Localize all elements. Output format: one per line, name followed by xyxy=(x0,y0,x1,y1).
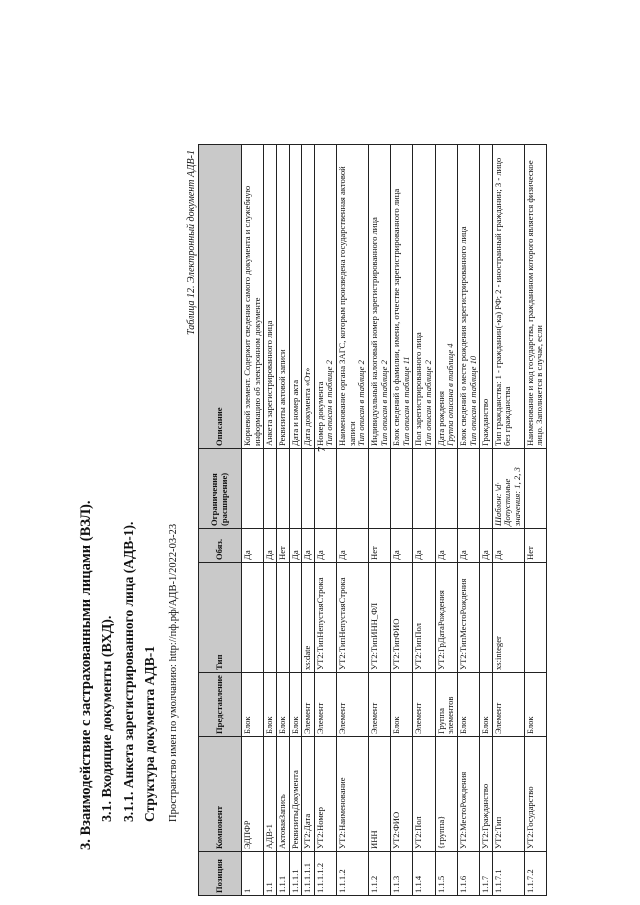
cell-description xyxy=(413,145,435,449)
cell-representation: Элемент xyxy=(302,673,315,737)
column-header: Описание xyxy=(199,145,242,449)
table-row xyxy=(264,145,277,896)
cell-type: УТ2:ТипМестоРождения xyxy=(457,563,479,673)
cell-required: Да xyxy=(492,529,524,563)
cell-required: Да xyxy=(337,529,369,563)
cell-component: УТ2:Гражданство xyxy=(480,737,493,852)
cell-required: Да xyxy=(457,529,479,563)
cell-position: 1.1.6 xyxy=(457,852,479,896)
cell-type: УТ2:ТипНепустаяСтрока xyxy=(314,563,336,673)
column-header: Компонент xyxy=(199,737,242,852)
cell-required: Да xyxy=(314,529,336,563)
cell-restrictions xyxy=(480,449,493,529)
description-type-note: Тип описан в таблице 11 xyxy=(400,356,411,446)
table-row xyxy=(302,145,315,896)
cell-required: Да xyxy=(391,529,413,563)
description-text: Корневой элемент. Содержит сведения самого документа и служебную информацию об электронном документе xyxy=(242,185,262,446)
cell-required: Да xyxy=(302,529,315,563)
structure-heading: Структура документа АДВ-1 xyxy=(142,646,157,822)
cell-description xyxy=(337,145,369,449)
table-caption: Таблица 12. Электронный документ АДВ-1 xyxy=(186,150,197,335)
cell-component: УТ2:ФИО xyxy=(391,737,413,852)
column-header: Позиция xyxy=(199,852,242,896)
cell-component: УТ2:Тип xyxy=(492,737,524,852)
section-heading-3: 3. Взаимодействие с застрахованными лицами (ВЗЛ). xyxy=(78,500,94,850)
description-text: Наименование и код государства, гражданином которого является физическое лицо. Заполняется в случае, если xyxy=(524,160,545,446)
cell-restrictions xyxy=(391,449,413,529)
description-text: Тип гражданства: 1 - гражданин(-ка) РФ; 2 - иностранный гражданин; 3 - лицо без гражданства xyxy=(492,157,513,446)
cell-restrictions: Шаблон: \d· Допустимые значения: 1, 2, 3 xyxy=(492,449,524,529)
namespace-line: Пространство имен по умолчанию: http://пф.рф/АДВ-1/2022-03-23 xyxy=(168,523,179,822)
description-text: Анкета зарегистрированного лица xyxy=(264,320,275,446)
cell-representation: Блок xyxy=(264,673,277,737)
column-header: Обяз. xyxy=(199,529,242,563)
cell-position: 1.1.1.1.1 xyxy=(302,852,315,896)
cell-representation: Элемент xyxy=(314,673,336,737)
cell-required: Да xyxy=(435,529,457,563)
cell-required: Да xyxy=(480,529,493,563)
column-header: Тип xyxy=(199,563,242,673)
cell-representation: Блок xyxy=(524,673,546,737)
cell-position: 1.1.7 xyxy=(480,852,493,896)
cell-required: Да xyxy=(242,529,264,563)
cell-type: УТ2:ТипИНН_ФЛ xyxy=(368,563,390,673)
cell-component: АДВ-1 xyxy=(264,737,277,852)
cell-type: xs:integer xyxy=(492,563,524,673)
description-type-note: Тип описан в таблице 2 xyxy=(324,360,335,446)
page-number: 7 xyxy=(316,446,328,452)
description-text: Пол зарегистрированного лица xyxy=(413,332,424,446)
cell-description xyxy=(264,145,277,449)
cell-representation: Элемент xyxy=(368,673,390,737)
description-text: Номер документа xyxy=(314,381,325,446)
table-row xyxy=(276,145,289,896)
description-text: Дата рождения xyxy=(435,391,446,446)
cell-restrictions xyxy=(302,449,315,529)
cell-component: РеквизитыДокумента xyxy=(289,737,302,852)
description-type-note: Тип описан в таблице 2 xyxy=(423,360,433,446)
cell-representation: Элемент xyxy=(492,673,524,737)
cell-representation: Блок xyxy=(242,673,264,737)
cell-restrictions xyxy=(368,449,390,529)
cell-required: Да xyxy=(264,529,277,563)
column-header: Представление xyxy=(199,673,242,737)
cell-component: ЭДПФР xyxy=(242,737,264,852)
cell-representation: Элемент xyxy=(337,673,369,737)
cell-component: УТ2:МестоРождения xyxy=(457,737,479,852)
description-text: Гражданство xyxy=(480,398,491,446)
description-text: Наименование органа ЗАГС, которым произведена государственная актовой записи xyxy=(337,166,357,446)
cell-required: Да xyxy=(289,529,302,563)
cell-type: УТ2:ТипФИО xyxy=(391,563,413,673)
table-row xyxy=(457,145,479,896)
cell-representation: Блок xyxy=(391,673,413,737)
cell-position: 1.1 xyxy=(264,852,277,896)
table-row xyxy=(314,145,336,896)
cell-restrictions xyxy=(435,449,457,529)
cell-type xyxy=(242,563,264,673)
table-row xyxy=(368,145,390,896)
cell-component: УТ2:Наименование xyxy=(337,737,369,852)
table-header-row xyxy=(199,145,242,896)
cell-required: Нет xyxy=(524,529,546,563)
cell-required: Нет xyxy=(368,529,390,563)
section-heading-3-1-1: 3.1.1. Анкета зарегистрированного лица (АДВ-1). xyxy=(121,521,136,822)
cell-representation: Блок xyxy=(457,673,479,737)
cell-type xyxy=(524,563,546,673)
cell-description xyxy=(314,145,336,449)
cell-description xyxy=(391,145,413,449)
column-header: Ограничения (расширение) xyxy=(199,449,242,529)
cell-component: УТ2:Пол xyxy=(413,737,435,852)
cell-description xyxy=(524,145,546,449)
cell-type xyxy=(264,563,277,673)
cell-component: ИНН xyxy=(368,737,390,852)
cell-component: {группа} xyxy=(435,737,457,852)
cell-type: xs:date xyxy=(302,563,315,673)
cell-restrictions xyxy=(264,449,277,529)
cell-component: АктоваяЗапись xyxy=(276,737,289,852)
table-row xyxy=(242,145,264,896)
description-type-note: Тип описан в таблице 2 xyxy=(378,360,389,446)
description-type-note: Группа описана в таблице 4 xyxy=(445,343,456,446)
description-text: Реквизиты актовой записи xyxy=(276,349,287,446)
cell-type xyxy=(276,563,289,673)
cell-type xyxy=(480,563,493,673)
cell-position: 1.1.7.1 xyxy=(492,852,524,896)
description-text: Дата документа «От» xyxy=(302,367,313,446)
cell-position: 1.1.1.1 xyxy=(289,852,302,896)
cell-description xyxy=(492,145,524,449)
description-text: Блок сведений о месте рождения зарегистрированного лица xyxy=(457,226,468,446)
table-row xyxy=(524,145,546,896)
cell-representation: Элемент xyxy=(413,673,435,737)
description-text: Индивидуальный налоговый номер зарегистрированного лица xyxy=(368,217,379,446)
cell-position: 1.1.7.2 xyxy=(524,852,546,896)
table-row xyxy=(435,145,457,896)
table-row xyxy=(337,145,369,896)
cell-representation: Блок xyxy=(289,673,302,737)
cell-type: УТ2:ТипНепустаяСтрока xyxy=(337,563,369,673)
table-row xyxy=(492,145,524,896)
cell-type: УТ2:ГрДатаРождения xyxy=(435,563,457,673)
cell-position: 1.1.4 xyxy=(413,852,435,896)
cell-restrictions xyxy=(314,446,336,529)
cell-description xyxy=(276,145,289,449)
cell-description xyxy=(368,145,390,449)
description-text: Дата и номер акта xyxy=(289,379,300,446)
cell-representation: Группа элементов xyxy=(435,673,457,737)
cell-position: 1.1.3 xyxy=(391,852,413,896)
cell-description xyxy=(480,145,493,449)
cell-required: Нет xyxy=(276,529,289,563)
cell-type xyxy=(289,563,302,673)
description-text: Блок сведений о фамилии, имени, отчестве зарегистрированного лица xyxy=(391,188,402,446)
table-row xyxy=(413,145,435,896)
table-row xyxy=(480,145,493,896)
cell-restrictions xyxy=(242,449,264,529)
cell-description xyxy=(302,145,315,449)
table-row xyxy=(391,145,413,896)
cell-restrictions xyxy=(337,449,369,529)
cell-description xyxy=(457,145,479,449)
cell-restrictions xyxy=(524,449,546,529)
cell-representation: Блок xyxy=(480,673,493,737)
cell-position: 1.1.2 xyxy=(368,852,390,896)
cell-restrictions xyxy=(276,449,289,529)
cell-description xyxy=(435,145,457,449)
section-heading-3-1: 3.1. Входящие документы (ВХД). xyxy=(100,615,115,822)
cell-type: УТ2:ТипПол xyxy=(413,563,435,673)
cell-component: УТ2:Дата xyxy=(302,737,315,852)
cell-position: 1 xyxy=(242,852,264,896)
cell-position: 1.1.1.1.2 xyxy=(314,852,336,896)
cell-component: УТ2:Государство xyxy=(524,737,546,852)
cell-representation: Блок xyxy=(276,673,289,737)
document-structure-table xyxy=(198,144,547,896)
cell-restrictions xyxy=(413,449,435,529)
cell-position: 1.1.1 xyxy=(276,852,289,896)
cell-position: 1.1.1.2 xyxy=(337,852,369,896)
table-row xyxy=(289,145,302,896)
cell-required: Да xyxy=(413,529,435,563)
description-type-note: Тип описан в таблице 10 xyxy=(467,355,478,446)
cell-description xyxy=(242,145,264,449)
cell-restrictions xyxy=(289,449,302,529)
cell-position: 1.1.5 xyxy=(435,852,457,896)
cell-description xyxy=(289,145,302,449)
cell-component: УТ2:Номер xyxy=(314,737,336,852)
description-type-note: Тип описан в таблице 2 xyxy=(356,360,367,446)
cell-restrictions xyxy=(457,449,479,529)
